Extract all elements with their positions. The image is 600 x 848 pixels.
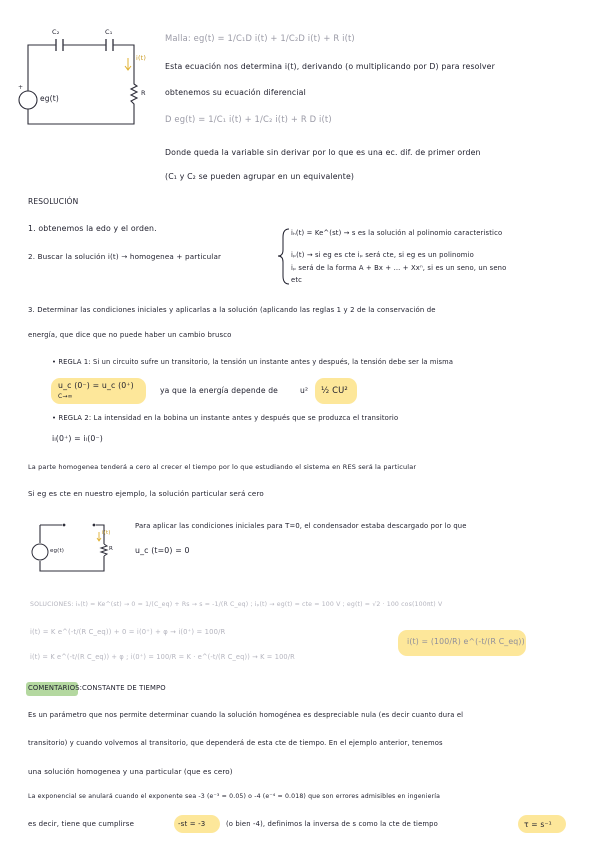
circuit-2-source-label: eg(t) [50,548,65,554]
time-constant-definition: τ = s⁻¹ [524,820,552,829]
capacitor-c1-symbol [106,39,113,51]
regla-1-formula-subscript: C→∞ [58,393,73,400]
resolucion-step-2: 2. Buscar la solución i(t) → homogenea + particular [28,252,222,261]
resolucion-step-3-line-2: energía, que dice que no puede haber un cambio brusco [28,331,232,339]
soluciones-line-3: i(t) = K e^(-t/(R C_eq)) + φ ; i(0⁺) = 100/R = K · e^(-t/(R C_eq)) → K = 100/R [30,653,295,661]
current-label: i(t) [136,54,147,62]
c2-label: C₂ [52,28,60,36]
comentarios-line-4: La exponencial se anulará cuando el exponente sea -3 (e⁻³ = 0.05) o -4 (e⁻⁴ = 0.018) que son errores admisibles en ingeniería [28,793,441,800]
source-polarity-plus: + [18,84,24,91]
resolucion-heading: RESOLUCIÓN [28,197,79,206]
time-constant-condition: -st = -3 [178,820,206,828]
regla-2-text: • REGLA 2: La intensidad en la bobina un instante antes y después que se produzca el transitorio [52,414,399,422]
kvl-equation: Malla: eg(t) = 1/C₁D i(t) + 1/C₂D i(t) + R i(t) [165,33,355,43]
circuit-2-note-1: Para aplicar las condiciones iniciales para T=0, el condensador estaba descargado por lo que [135,522,467,530]
energy-formula: ½ CU² [321,385,348,395]
final-solution: i(t) = (100/R) e^(-t/(R C_eq)) [407,637,525,646]
soluciones-line-2: i(t) = K e^(-t/(R C_eq)) + 0 = i(0⁺) + φ → i(0⁺) = 100/R [30,628,226,636]
circuit-2-current-label: i(t) [102,530,111,536]
comentarios-title: CONSTANTE DE TIEMPO [82,684,166,692]
comentarios-line-1: Es un parámetro que nos permite determinar cuando la solución homogénea es despreciable nula (es decir cuanto dura el [28,711,464,719]
particular-solution-note-3: etc [291,276,303,284]
capacitor-c2-symbol [56,39,63,51]
kvl-explanation-2: obtenemos su ecuación diferencial [165,88,306,97]
circuit-2-resistor-label: R [109,546,113,552]
comentarios-line-5a: es decir, tiene que cumplirse [28,820,135,828]
particular-solution-note-1: iₚ(t) → si eg es cte iₚ será cte, si eg es un polinomio [291,251,474,259]
c1-label: C₁ [105,28,113,36]
circuit-2-note-2: u_c (t=0) = 0 [135,546,190,555]
resolucion-step-1: 1. obtenemos la edo y el orden. [28,224,157,233]
source-label: eg(t) [40,94,59,103]
kvl-explanation-3: Donde queda la variable sin derivar por lo que es una ec. dif. de primer orden [165,148,481,157]
homogeneous-solution-note: iₕ(t) = Ke^(st) → s es la solución al polinomio caracteristico [291,229,503,237]
soluciones-line-1: SOLUCIONES: iₕ(t) = Ke^(st) → 0 = 1/(C_eq) + Rs → s = -1/(R C_eq) ; iₚ(t) → eg(t) = cte = 100 V ; eg(t) = √2 · 100 cos(100πt) V [30,601,443,608]
regla-2-formula: iₗ(0⁺) = iₗ(0⁻) [52,434,103,443]
particular-solution-note-2: iₚ será de la forma A + Bx + ... + Xxⁿ, si es un seno, un seno [291,264,507,272]
kvl-explanation-1: Esta ecuación nos determina i(t), derivando (o multiplicando por D) para resolver [165,62,495,71]
resistor-symbol [131,84,137,104]
circuit-2-resistor-symbol [101,544,107,556]
resistor-label: R [141,89,146,97]
kvl-explanation-4: (C₁ y C₂ se pueden agrupar en un equivalente) [165,172,355,181]
parte-homogenea-line-1: La parte homogenea tenderá a cero al crecer el tiempo por lo que estudiando el sistema en RES será la particular [28,463,417,471]
voltage-source-symbol [19,91,37,109]
resolucion-step-3-line-1: 3. Determinar las condiciones iniciales y aplicarlas a la solución (aplicando las reglas 1 y 2 de la conservación de [28,306,436,314]
circuit-2-open-switch-right [93,524,96,527]
comentarios-label: COMENTARIOS: [28,684,83,692]
curly-brace [278,229,289,284]
current-arrow [125,58,131,70]
circuit-2-current-arrow [97,532,101,541]
comentarios-line-5b: (o bien -4), definimos la inversa de s como la cte de tiempo [226,820,438,828]
regla-1-formula: u_c (0⁻) = u_c (0⁺) [58,381,134,390]
parte-homogenea-line-2: Si eg es cte en nuestro ejemplo, la solución particular será cero [28,489,264,498]
regla-1-reason: ya que la energía depende de [160,386,278,395]
regla-1-u-squared: u² [300,386,309,395]
circuit-1-wires [28,45,134,124]
regla-1-text: • REGLA 1: Si un circuito sufre un transitorio, la tensión un instante antes y después, la tensión debe ser la misma [52,358,454,366]
circuit-2-voltage-source-symbol [32,544,48,560]
kvl-differential-equation: D eg(t) = 1/C₁ i(t) + 1/C₂ i(t) + R D i(t) [165,114,332,124]
comentarios-line-2: transitorio) y cuando volvemos al transitorio, que dependerá de esta cte de tiempo. En el ejemplo anterior, tenemos [28,739,443,747]
comentarios-line-3: una solución homogenea y una particular (que es cero) [28,767,233,776]
circuit-2-open-switch-left [63,524,66,527]
